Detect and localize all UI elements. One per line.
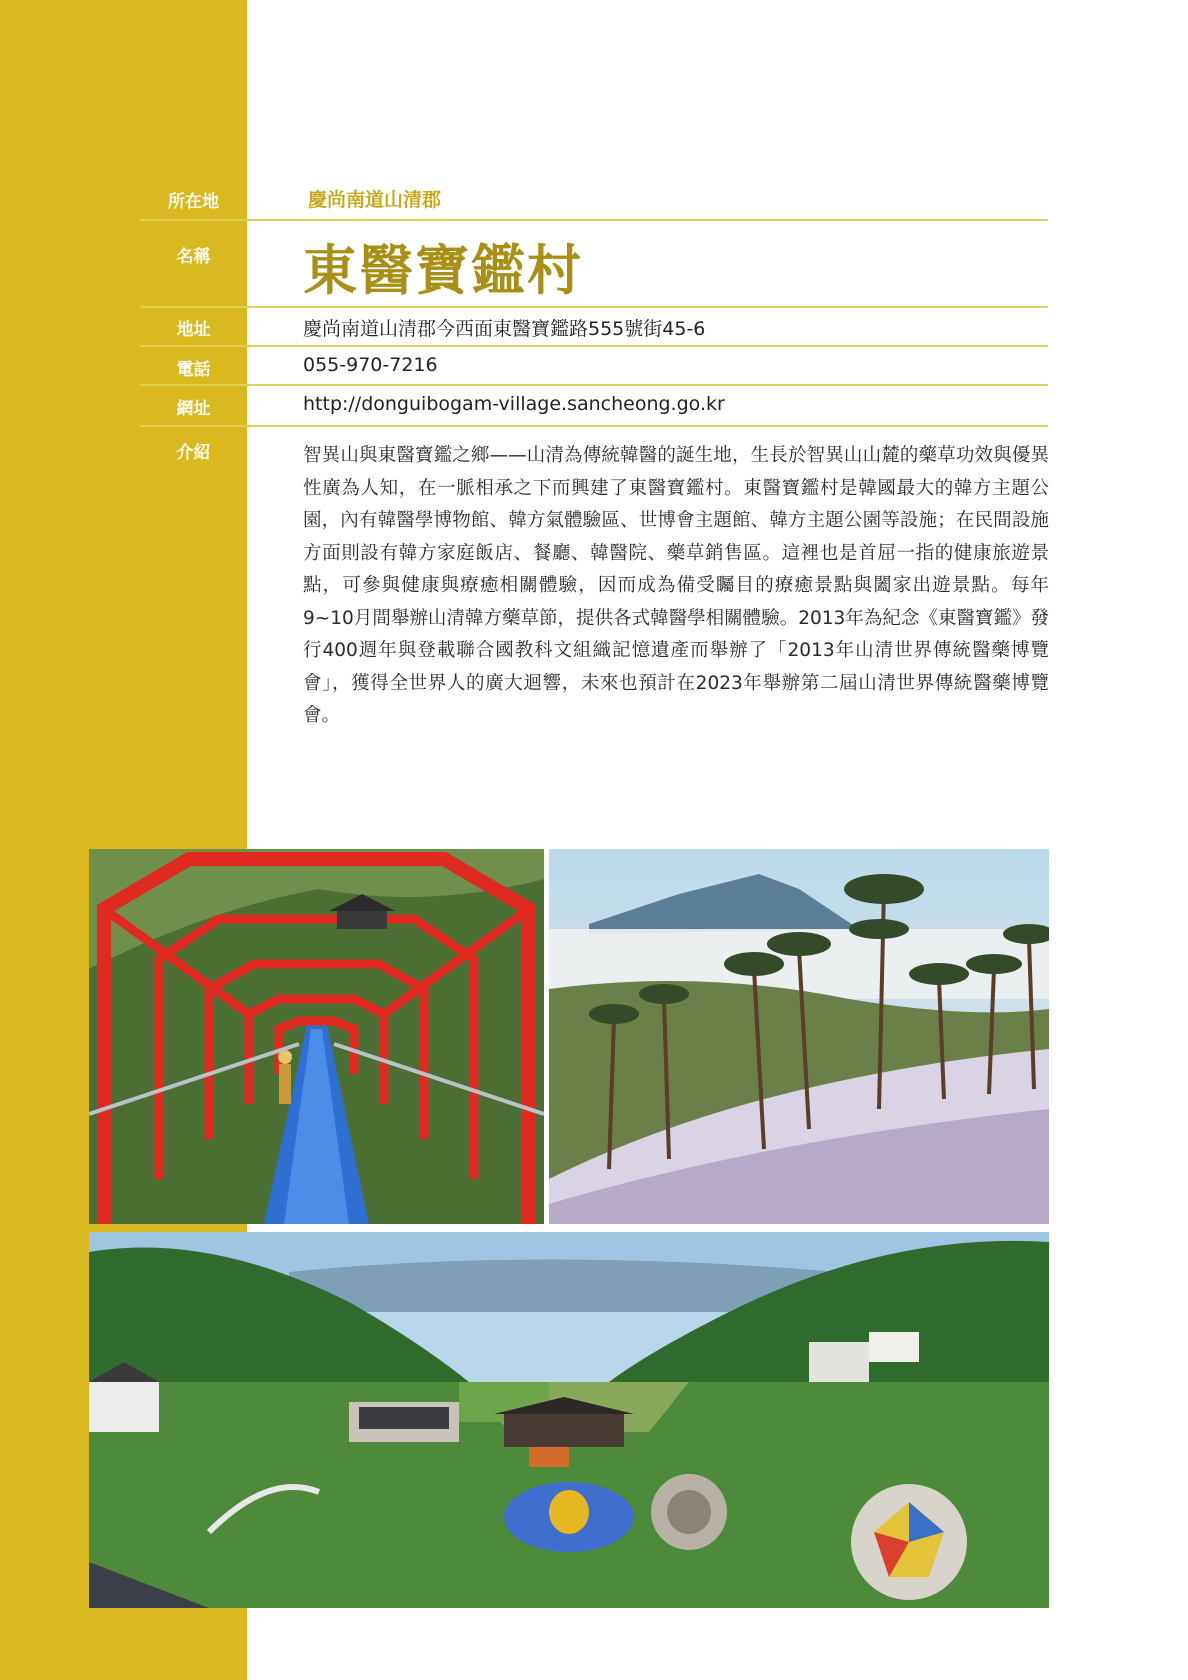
village-aerial-photo	[89, 1232, 1049, 1608]
divider	[140, 345, 1048, 347]
divider	[140, 425, 1048, 427]
bridge-photo	[89, 849, 544, 1224]
label-address: 地址	[176, 320, 211, 340]
pine-forest-photo	[549, 849, 1049, 1224]
website-link[interactable]: http://donguibogam-village.sancheong.go.kr	[303, 393, 725, 415]
phone-value: 055-970-7216	[303, 354, 438, 376]
label-intro: 介紹	[176, 443, 211, 463]
label-name: 名稱	[176, 247, 211, 267]
label-phone: 電話	[176, 360, 211, 380]
divider	[140, 219, 1048, 221]
label-website: 網址	[176, 399, 211, 419]
label-location: 所在地	[168, 192, 219, 212]
page-title: 東醫寶鑑村	[303, 239, 583, 302]
divider	[140, 384, 1048, 386]
intro-paragraph: 智異山與東醫寶鑑之鄉——山清為傳統韓醫的誕生地，生長於智異山山麓的藥草功效與優異性廣為人知，在一脈相承之下而興建了東醫寶鑑村。東醫寶鑑村是韓國最大的韓方主題公園，內有韓醫學博物館、韓方氣體驗區、世博會主題館、韓方主題公園等設施；在民間設施方面則設有韓方家庭飯店、餐廳、韓醫院、藥草銷售區。這裡也是首屈一指的健康旅遊景點，可參與健康與療癒相關體驗，因而成為備受矚目的療癒景點與闔家出遊景點。每年9~10月間舉辦山清韓方藥草節，提供各式韓醫學相關體驗。2013年為紀念《東醫寶鑑》發行400週年與登載聯合國教科文組織記憶遺產而舉辦了「2013年山清世界傳統醫藥博覽會」，獲得全世界人的廣大迴響，未來也預計在2023年舉辦第二屆山清世界傳統醫藥博覽會。	[303, 445, 1049, 726]
address-value: 慶尚南道山清郡今西面東醫寶鑑路555號街45-6	[303, 318, 706, 340]
divider	[140, 306, 1048, 308]
location-value: 慶尚南道山清郡	[308, 189, 442, 211]
